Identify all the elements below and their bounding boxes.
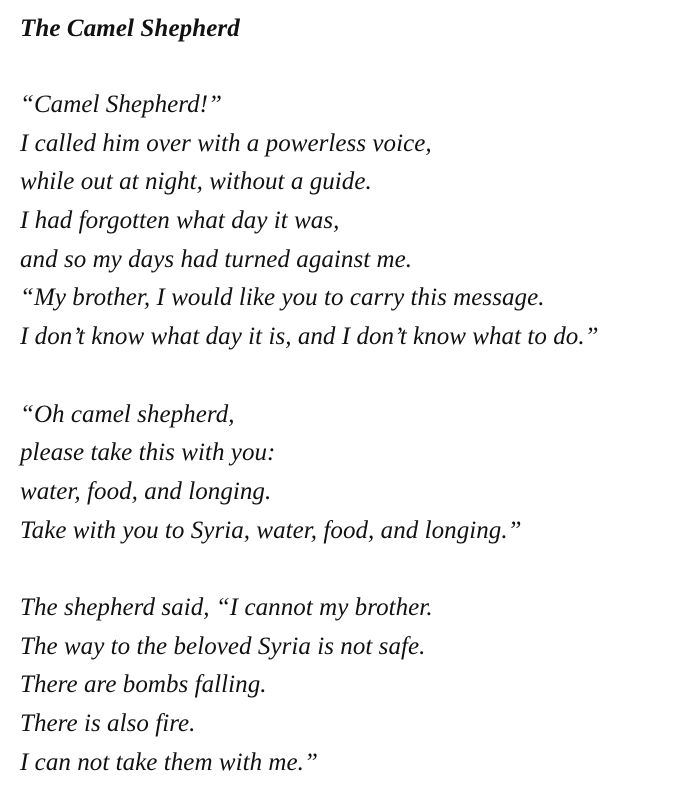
poem-line: Take with you to Syria, water, food, and longing.” xyxy=(20,516,522,544)
poem-title: The Camel Shepherd xyxy=(20,15,240,42)
poem-line: I called him over with a powerless voice, xyxy=(20,129,432,157)
stanza-2 xyxy=(20,396,690,551)
poem-line: please take this with you: xyxy=(20,439,276,467)
stanza-3 xyxy=(20,589,690,782)
stanza-1 xyxy=(20,86,690,357)
poem-line: I had forgotten what day it was, xyxy=(20,207,340,235)
poem-line: I can not take them with me.” xyxy=(20,748,318,776)
poem-line: There is also fire. xyxy=(20,710,196,737)
poem-line: There are bombs falling. xyxy=(20,671,267,699)
poem-line: and so my days had turned against me. xyxy=(20,245,413,273)
poem-line: water, food, and longing. xyxy=(20,477,272,505)
poem-line: The way to the beloved Syria is not safe. xyxy=(20,632,426,660)
poem-line: The shepherd said, “I cannot my brother. xyxy=(20,593,433,621)
poem-line: “Camel Shepherd!” xyxy=(20,91,222,118)
poem-line: I don’t know what day it is, and I don’t know what to do.” xyxy=(20,323,599,351)
poem-page xyxy=(20,12,690,790)
poem-line: while out at night, without a guide. xyxy=(20,168,372,196)
poem-line: “My brother, I would like you to carry this message. xyxy=(20,284,545,312)
poem-line: “Oh camel shepherd, xyxy=(20,400,235,428)
